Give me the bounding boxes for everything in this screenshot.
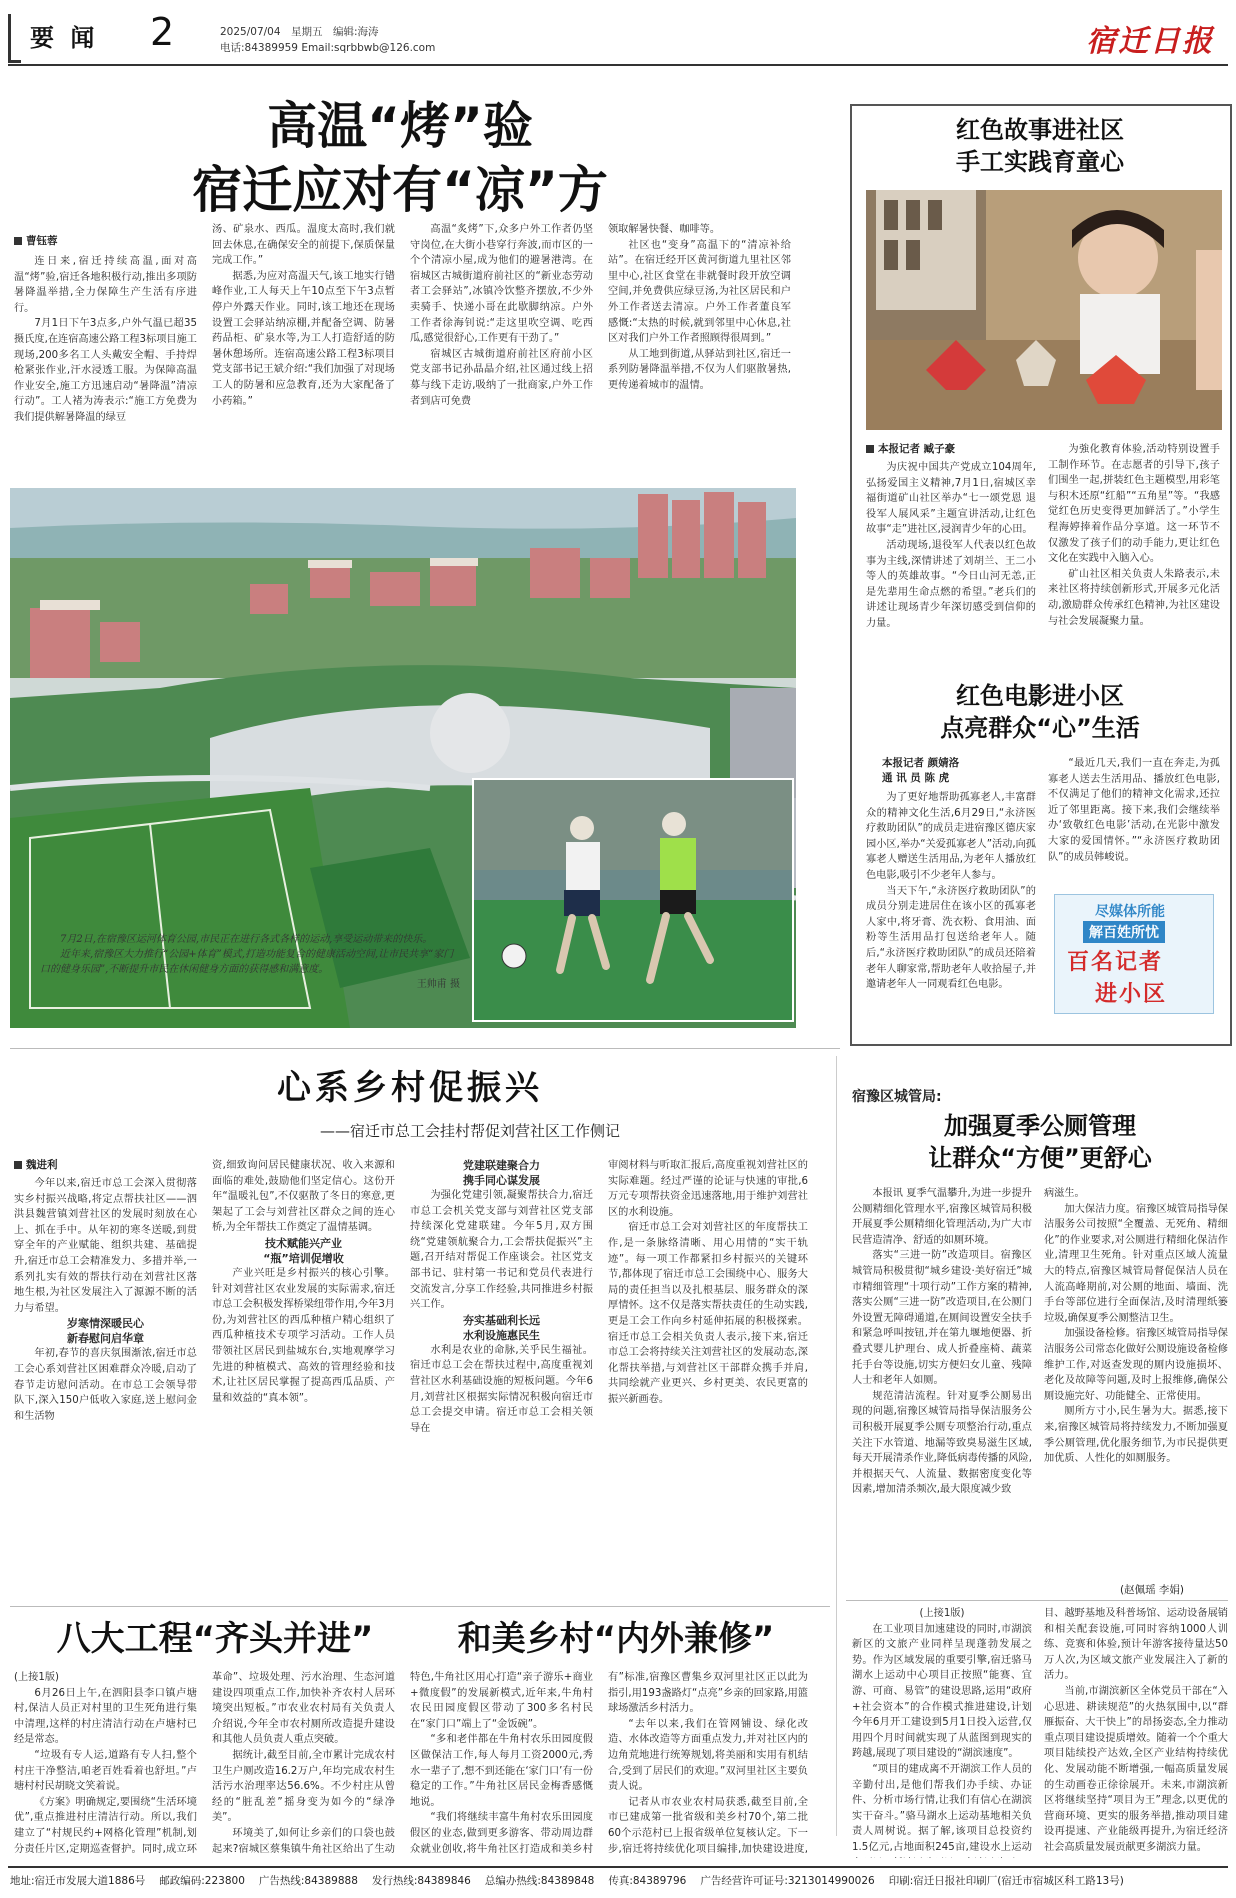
eight-c3-p1: 特色,牛角社区用心打造“亲子游乐+商业+微度假”的发展新模式,近年来,牛角村农民田园度假区带动了300多名村民在“家门口”端上了“金饭碗”。	[410, 1672, 593, 1730]
red-film-title-line1: 红色电影进小区	[956, 682, 1124, 710]
page-number: 2	[150, 10, 175, 54]
rural-subtitle: ——宿迁市总工会挂村帮促刘营社区工作侧记	[320, 1122, 621, 1140]
column-divider-right	[836, 1056, 837, 1836]
eight-c2-p2: 据统计,截至目前,全市累计完成农村卫生户厕改造16.2万户,年均完成农村生活污水治理率达56.6%。不少村庄从曾经的“脏乱差”摇身变为如今的“绿净美”。	[212, 1749, 395, 1824]
red-film-c2-p1: “最近几天,我们一直在奔走,为孤寡老人送去生活用品、播放红色电影,不仅满足了他们的精神文化需求,还拉近了邻里距离。接下来,我们会继续举办‘致敬红色电影’活动,在光影中激发大家的爱国情怀。”“永济医疗救助团队”的成员韩峻说。	[1048, 758, 1220, 863]
badge-main-2: 进小区	[1095, 982, 1168, 1007]
toilet-c2-p3: 加强设备检修。宿豫区城管局指导保洁服务公司常态化做好公厕设施设备检修维护工作,对返查发现的厕内设施损坏、老化及故障等问题,及时上报维修,确保公厕设施完好、功能健全、正常使用。	[1044, 1328, 1228, 1402]
date-line: 2025/07/04 星期五 编辑:海涛	[220, 26, 379, 38]
toilet-column-2	[1044, 1186, 1228, 1580]
toilet-c1-p3: 规范清洁流程。针对夏季公厕易出现的问题,宿豫区城管局指导保洁服务公司积极开展夏季公厕专项整治行动,重点关注下水管道、地漏等致臭易滋生区域,每天开展清杀作业,降低病毒传播的风险,并根据天气、人流量、数据密度变化等因素,增加清杀频次,最大限度减少致	[852, 1390, 1032, 1496]
photo-caption	[40, 932, 460, 992]
red-film-c1-p1: 为了更好地帮助孤寡老人,丰富群众的精神文化生活,6月29日,“永济医疗救助团队”的成员走进宿豫区德庆家园小区,举办“关爱孤寡老人”活动,向孤寡老人赠送生活用品,为老年人播放红色电影,吸引不少老年人参与。	[866, 792, 1036, 881]
toilet-c1-p2: 落实“三进一防”改造项目。宿豫区城管局积极贯彻“城乡建设·美好宿迁”城市精细管理“十项行动”工作方案的精神,落实公厕“三进一防”改造项目,在公厕门外设置无障碍通道,在厕间设置安全扶手和紧急呼叫按钮,并在第九堰地便器、折叠式婴儿护理台、成人折叠座椅、蔬菜托手台等设施,切实方便妇女儿童、残障人士和老年人如厕。	[852, 1250, 1032, 1387]
badge-slogan-1: 尽媒体所能	[1095, 904, 1165, 920]
toilet-c2-p2: 加大保洁力度。宿豫区城管局指导保洁服务公司按照“全覆盖、无死角、精细化”的作业要求,对公厕进行精细化保洁作业,清理卫生死角。针对重点区域人流量大的特点,宿豫区城管局督促保洁人员在人流高峰期前,对公厕的地面、墙面、洗手台等部位进行全面保洁,及时清理纸篓垃圾,确保夏季公厕整洁卫生。	[1044, 1203, 1228, 1324]
red-culture-c1-p1: 为庆祝中国共产党成立104周年,弘扬爱国主义精神,7月1日,宿城区幸福街道矿山社区举办“七一颂党恩 退役军人展风采”主题宣讲活动,让红色故事“走”进社区,浸润青少年的心田。	[866, 462, 1036, 536]
photo-caption-credit: 王帅甫 摄	[416, 979, 460, 990]
toilet-title-line1: 加强夏季公厕管理	[944, 1112, 1136, 1140]
section-label: 要 闻	[30, 24, 99, 52]
byline-square-icon	[866, 445, 874, 453]
heat-c3-p2: 宿城区古城街道府前社区府前小区党支部书记孙晶晶介绍,社区通过线上招募与线下走访,吸纳了一批商家,户外工作者到店可免费	[410, 348, 593, 407]
invest-column-1	[852, 1606, 1032, 1858]
rural-byline	[14, 1158, 58, 1173]
footer-license: 广告经营许可证号:3213014990026	[700, 1875, 875, 1887]
eight-c3-p3: “我们将继续丰富牛角村农乐田园度假区的业态,做到更多游客、带动周边群众就业创收,将牛角社区打造成和美乡村	[410, 1812, 593, 1855]
child-crafts-photo	[866, 190, 1222, 430]
photo-caption-line1: 7月2日,在宿豫区运河体育公园,市民正在进行各式各样的运动,享受运动带来的快乐。	[60, 934, 433, 945]
photo-caption-line2: 近年来,宿豫区大力推行“公园+体育”模式,打造功能复合的健康活动空间,让市民共享“家门口的健身乐园”,不断提升市民在休闲健身方面的获得感和满意度。	[40, 949, 454, 975]
rural-column-3	[410, 1158, 593, 1596]
red-culture-title-line1: 红色故事进社区	[956, 116, 1124, 144]
red-film-title-line2: 点亮群众“心”生活	[940, 714, 1140, 742]
eight-column-1	[14, 1670, 197, 1858]
eight-c1-p1: (上接1版)	[14, 1672, 59, 1683]
contact-line: 电话:84389959 Email:sqrbbwb@126.com	[220, 42, 436, 54]
rural-c2-subhead: 技术赋能兴产业 “瓶”培训促增收	[263, 1236, 344, 1265]
heat-c4-p1: 领取解暑快餐、咖啡等。	[608, 224, 721, 235]
football-inset-photo	[472, 778, 794, 1022]
invest-c1-p3: “项目的建成离不开湖滨工作人员的辛勤付出,是他们帮我们办手续、办证件、分析市场行情,让我们有信心在湖滨实干奋斗。”骆马湖水上运动基地相关负责人周树说。据了解,该项目总投资约1.5亿元,占地面积245亩,建设水上运动	[852, 1763, 1032, 1853]
red-culture-byline-text: 本报记者 臧子豪	[878, 443, 956, 455]
heat-column-2	[212, 222, 395, 474]
eight-c4-p1: 有”标准,宿豫区曹集乡双河里社区正以此为指引,用193盏路灯“点亮”乡亲的回家路,用篮球场激活乡村活力。	[608, 1672, 808, 1715]
eight-c1-p2: 6月26日上午,在泗阳县李口镇卢塘村,保洁人员正对村里的卫生死角进行集中清理,这样的村庄清洁行动在卢塘村已经是常态。	[14, 1687, 197, 1746]
invest-c1-p2: 在工业项目加速建设的同时,市湖滨新区的文旅产业同样呈现蓬勃发展之势。作为区域发展的重要引擎,宿迁骆马湖水上运动中心项目正按照“能赛、宜游、可商、易管”的建设思路,运用“政府+社会资本”的合作模式推进建设,计划今年6月开工建设到5月1日投入运营,仅用四个月时间就实现了从蓝图到现实的跨越,展现了项目建设的“湖滨速度”。	[852, 1623, 1032, 1760]
red-culture-byline	[866, 442, 955, 457]
red-film-c1-p2: 当天下午,“永济医疗救助团队”的成员分别走进居住在该小区的孤寡老人家中,将牙膏、洗衣粉、食用油、面粉等生活用品打包送给老年人。随后,“永济医疗救助团队”的成员还陪着老年人聊家常,帮助老年人收拾屋子,并邀请老年人一同观看红色电影。	[866, 885, 1036, 991]
red-culture-c1-p2: 活动现场,退役军人代表以红色故事为主线,深情讲述了刘胡兰、王二小等人的英雄故事。“今日山河无恙,正是先辈用生命点燃的希望。”老兵们的讲述让现场青少年深切感受到信仰的力量。	[866, 539, 1036, 629]
campaign-badge	[1054, 894, 1214, 1014]
footer-ad-hotline: 广告热线:84389888	[258, 1875, 358, 1887]
eight-c2-p3: 环境美了,如何让乡亲们的口袋也鼓起来?宿城区蔡集镇牛角社区给出了生动	[212, 1827, 395, 1855]
eight-c4-p2: “去年以来,我们在管网铺设、绿化改造、水体改造等方面重点发力,并对社区内的边角荒地进行统筹规划,将美丽和实用有机结合,受到了居民们的欢迎。”双河里社区主要负责人说。	[608, 1718, 808, 1793]
rural-c3-subhead1: 党建联建聚合力 携手同心谋发展	[463, 1159, 540, 1187]
footer-address: 地址:宿迁市发展大道1886号	[10, 1875, 146, 1887]
football-players-illustration	[474, 780, 792, 1020]
eight-column-4	[608, 1670, 808, 1858]
toilet-label: 宿豫区城管局:	[852, 1089, 942, 1105]
rural-title: 心系乡村促振兴	[277, 1068, 543, 1108]
rural-c1-p1: 今年以来,宿迁市总工会深入贯彻落实乡村振兴战略,将定点帮扶社区——泗洪县魏营镇刘营社区的发展时刻放在心上、抓在手中。从年初的寒冬送暖,到贯穿全年的产业赋能、组织共建、基础提升,宿迁市总工会精准发力、多措并举,一系列扎实有效的帮扶行动在刘营社区落地生根,为社区发展注入了源源不断的活力与希望。	[14, 1178, 197, 1314]
eight-c2-p1: 革命”、垃圾处理、污水治理、生态河道建设四项重点工作,加快补齐农村人居环境突出短板。”市农业农村局有关负责人介绍说,今年全市农村厕所改造提升建设和其他人员负责人重点突破。	[212, 1672, 395, 1746]
rural-c2-p1: 资,细致询问居民健康状况、收入来源和面临的难处,鼓励他们坚定信心。这份开年“温暖礼包”,不仅驱散了冬日的寒意,更架起了工会与刘营社区群众之间的连心桥,为全年帮扶工作奠定了温情基调。	[212, 1160, 395, 1234]
rural-c1-p2: 年初,春节的喜庆氛围渐浓,宿迁市总工会心系刘营社区困难群众冷暖,启动了春节走访慰问活动。在市总工会领导带队下,深入150户低收入家庭,送上慰问金和生活物	[14, 1348, 197, 1422]
red-culture-c2-p2: 矿山社区相关负责人朱路表示,未来社区将持续创新形式,开展多元化活动,激励群众传承红色精神,为社区建设与社会发展凝聚力量。	[1048, 568, 1220, 627]
rural-c1-subhead: 岁寒情深暖民心 新春慰问启华章	[67, 1317, 144, 1346]
heat-c2-p1: 汤、矿泉水、西瓜。温度太高时,我们就回去休息,在确保安全的前提下,保质保量完成工作。”	[212, 224, 395, 267]
heat-c1-p2: 7月1日下午3点多,户外气温已超35摄氏度,在连宿高速公路工程3标项目施工现场,200多名工人头戴安全帽、手持焊枪紧张作业,汗水浸透工服。为保障高温作业安全,施工方迅速启动“暑降温”清凉行动”。工人褚为涛表示:“施工方免费为我们提供解暑降温的绿豆	[14, 318, 197, 423]
footer-postcode: 邮政编码:223800	[159, 1875, 245, 1887]
red-film-byline1: 本报记者 颜婧洛	[882, 757, 960, 769]
eight-c1-p3: “垃圾有专人运,道路有专人扫,整个村庄干净整洁,咱老百姓看着也舒坦。”卢塘村村民胡晓文笑着说。	[14, 1749, 197, 1793]
heat-title-line2: 宿迁应对有“凉”方	[192, 161, 608, 219]
toilet-credit: (赵佩瑶 李娟)	[1120, 1584, 1185, 1596]
heat-title-line1: 高温“烤”验	[267, 97, 533, 155]
footer-fax: 传真:84389796	[608, 1875, 687, 1887]
rural-column-2	[212, 1158, 395, 1596]
red-culture-column-1	[866, 460, 1036, 656]
eight-c1-p4: 《方案》明确规定,要围绕“生活环境优”,重点推进村庄清洁行动。所以,我们建立了“村规民约+网格化管理”机制,划分责任片区,定期巡查督护。同时,成立环	[14, 1796, 197, 1855]
heat-column-1	[14, 254, 197, 474]
rural-c4-p1: 审阅材料与听取汇报后,高度重视刘营社区的实际难题。经过严谨的论证与快速的审批,6万元专项帮扶资金迅速落地,用于维护刘营社区的水利设施。	[608, 1160, 808, 1218]
eight-column-2	[212, 1670, 395, 1858]
invest-c1-p1: (上接1版)	[919, 1608, 965, 1619]
toilet-column-1	[852, 1186, 1032, 1596]
masthead-logo: 宿迁日报	[1086, 24, 1214, 59]
badge-slogan-2: 解百姓所忧	[1083, 921, 1165, 943]
rural-column-1	[14, 1176, 197, 1596]
footer-distribution: 发行热线:84389846	[371, 1875, 471, 1887]
rural-byline-name: 魏进利	[26, 1159, 58, 1171]
red-film-byline	[882, 756, 959, 786]
red-culture-c2-p1: 为強化教育体验,活动特别设置手工制作环节。在志愿者的引导下,孩子们围坐一起,拼装红色主题模型,用彩笔与积木还原“红船”“五角星”等。“我感觉红色历史变得更加鲜活了。”小学生程海婷捧着作品分享道。这一环节不仅激发了孩子们的动手能力,更让红色文化在实践中入脑入心。	[1048, 444, 1220, 565]
footer-editorial: 总编办热线:84389848	[484, 1875, 595, 1887]
invest-c2-p1: 目、越野基地及科普场馆、运动设备展销和相关配套设施,可同时容纳1000人训练、竞赛和体验,预计年游客接待量达50万人次,为区域文旅产业发展注入了新的活力。	[1044, 1608, 1228, 1682]
heat-column-3	[410, 222, 593, 474]
toilet-c2-p1: 病滋生。	[1044, 1188, 1085, 1199]
eight-c4-p3: 记者从市农业农村局获悉,截至目前,全市已建成第一批省级和美乡村70个,第二批60个示范村已上报省级单位复核认定。下一步,宿迁将持续优化项目编排,加快建设进度,	[608, 1796, 808, 1855]
heat-byline	[14, 234, 58, 249]
heat-byline-name: 曹钰蓉	[26, 235, 58, 247]
heat-c1-p1: 连日来,宿迁持续高温,面对高温“烤”验,宿迁各地积极行动,推出多项防暑降温举措,全力保障生产生活有序进行。	[14, 256, 197, 314]
section-divider-1	[10, 1048, 840, 1049]
byline-square-icon	[14, 237, 22, 245]
heat-c4-p2: 社区也“变身”高温下的“清凉补给站”。在宿迁经开区黄河街道九里社区邻里中心,社区食堂在非就餐时段开放空调空间,并免费供应绿豆汤,为社区居民和户外工作者送去清凉。户外工作者董良军感慨:“太热的时候,就到邻里中心休息,社区对我们户外工作者照顾得很周到。”	[608, 239, 791, 345]
footer-bar	[10, 1872, 1226, 1892]
invest-c2-p2: 当前,市湖滨新区全体党员干部在“入心思进、耕读规范”的火热氛围中,以“群雁振奋、大干快上”的昂扬姿态,全力推动重点项目建设提质增效。随着一个个重大项目陆续投产达效,全区产业结构持续优化、发展动能不断增强,一幅高质量发展的生动画卷正徐徐展开。未来,市湖滨新区将继续坚持“项目为王”理念,以更优的营商环境、更实的服务举措,推动项目建设再提速、产业能级再提升,为宿迁经济社会高质量发展贡献更多湖滨力量。	[1044, 1685, 1228, 1853]
byline-square-icon	[14, 1161, 22, 1169]
badge-main-1: 百名记者	[1067, 950, 1164, 975]
section-divider-2	[10, 1606, 830, 1607]
red-film-byline2: 通 讯 员 陈 虎	[882, 772, 950, 784]
toilet-c1-p1: 本报讯 夏季气温攀升,为进一步提升公厕精细化管理水平,宿豫区城管局积极开展夏季公厕精细化管理活动,为广大市民营造清净、舒适的如厕环境。	[852, 1188, 1032, 1246]
eight-column-3	[410, 1670, 593, 1858]
heat-c2-p2: 据悉,为应对高温天气,该工地实行错峰作业,工人每天上午10点至下午3点暂停户外露天作业。同时,该工地还在现场设置工会驿站纳凉棚,并配备空调、防暑药品柜、矿泉水等,为工人打造舒适的防暑休憩场所。连宿高速公路工程3标项目党支部书记王斌介绍:“我们加强了对现场工人的防暑和应急教育,还为大家配备了小药箱。”	[212, 270, 395, 407]
rural-c4-p2: 宿迁市总工会对刘营社区的年度帮扶工作,是一条脉络清晰、用心用情的“实干轨迹”。每一项工作都紧扣乡村振兴的关键环节,都体现了宿迁市总工会围绕中心、服务大局的责任担当以及扎根基层、服务群众的深厚情怀。这不仅是落实帮扶责任的生动实践,更是工会工作向乡村延伸拓展的积极探索。宿迁市总工会相关负责人表示,接下来,宿迁市总工会将持续关注刘营社区的发展动态,深化帮扶举措,与刘营社区干部群众携手并肩,共同绘就产业更兴、乡村更美、农民更富的振兴新画卷。	[608, 1222, 808, 1405]
heat-column-4	[608, 222, 791, 474]
invest-column-2	[1044, 1606, 1228, 1858]
eight-c3-p2: “多和老伴都在牛角村农乐田园度假区做保洁工作,每人每月工资2000元,秀水一辈子了,想不到还能在‘家门口’有一份稳定的工作。”牛角社区居民金梅香感慨地说。	[410, 1734, 593, 1808]
red-film-column-2	[1048, 756, 1220, 882]
eight-title-part2: 和美乡村“内外兼修”	[457, 1619, 775, 1659]
heat-c3-p1: 高温“炙烤”下,众多户外工作者仍坚守岗位,在大街小巷穿行奔波,而市区的一个个清凉小屋,成为他们的避暑港湾。在宿城区古城街道府前社区的“新业态劳动者工会驿站”,冰镇冷饮整齐摆放,不少外卖骑手、快递小哥在此歇脚纳凉。户外工作者徐海钊说:“走这里吹空调、吃西瓜,感觉很舒心,工作更有干劲了。”	[410, 224, 593, 345]
rural-c3-subhead2: 夯实基础利长远 水利设施惠民生	[463, 1313, 540, 1342]
header-left-bracket	[8, 14, 21, 63]
section-divider-3	[846, 1600, 1228, 1601]
rural-c2-p2: 产业兴旺是乡村振兴的核心引擎。针对刘营社区农业发展的实际需求,宿迁市总工会积极发挥桥梁纽带作用,今年3月份,为刘营社区的西瓜种植户精心组织了西瓜种植技术专项学习活动。工作人员带领社区居民到盐城东台,实地观摩学习先进的种植模式、高效的管理经验和技术,让社区居民掌握了提高西瓜品质、产量和效益的“真本领”。	[212, 1267, 395, 1404]
red-culture-column-2	[1048, 442, 1220, 656]
toilet-c2-p4: 厕所方寸小,民生暑为大。据悉,接下来,宿豫区城管局将持续发力,不断加强夏季公厕管理,优化服务细节,为市民提供更加优质、人性化的如厕服务。	[1044, 1406, 1228, 1465]
red-film-column-1	[866, 790, 1036, 1036]
footer-printer: 印刷:宿迁日报社印刷厂(宿迁市宿城区科工路13号)	[888, 1875, 1124, 1887]
rural-c3-p1: 为强化党建引领,凝聚帮扶合力,宿迁市总工会机关党支部与刘营社区党支部持续深化党建联建。今年5月,双方围绕“党建领航聚合力,工会帮扶促振兴”主题,召开结对帮促工作座谈会。社区党支部书记、驻村第一书记和党员代表进行交流发言,分享工作经验,共同推进乡村振兴工作。	[410, 1190, 593, 1311]
eight-title-part1: 八大工程“齐头并进”	[56, 1619, 374, 1659]
footer-rule	[8, 1866, 1228, 1868]
toilet-title-line2: 让群众“方便”更舒心	[928, 1144, 1152, 1172]
red-culture-title-line2: 手工实践育童心	[956, 148, 1124, 176]
heat-c4-p3: 从工地到街道,从驿站到社区,宿迁一系列防暑降温举措,不仅为人们驱散暑热,更传递着城市的温情。	[608, 348, 791, 391]
header-rule	[8, 64, 1228, 66]
rural-c3-p2: 水利是农业的命脉,关乎民生福祉。宿迁市总工会在帮扶过程中,高度重视刘营社区水利基础设施的短板问题。今年6月,刘营社区根据实际情况积极向宿迁市总工会提交申请。宿迁市总工会相关领导在	[410, 1344, 593, 1434]
rural-column-4	[608, 1158, 808, 1596]
child-crafts-illustration	[866, 190, 1222, 430]
